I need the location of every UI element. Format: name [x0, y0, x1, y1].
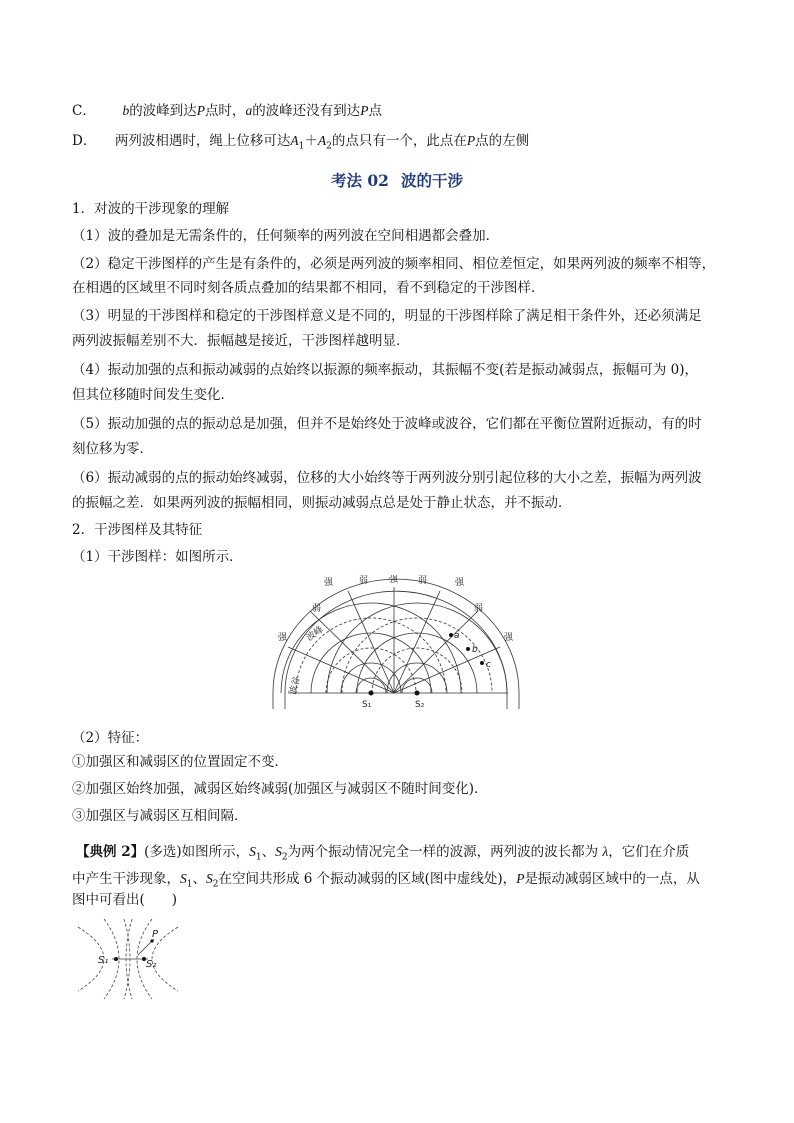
label-weak-right: 弱 [474, 604, 484, 614]
label-strong-right: 强 [504, 633, 514, 643]
example-line-3: 图中可看出( ) [72, 892, 178, 908]
part2-heading: 2．干涉图样及其特征 [72, 522, 203, 538]
pattern-caption: （1）干涉图样：如图所示． [72, 549, 243, 565]
part1-line: （3）明显的干涉图样和稳定的干涉图样意义是不同的，明显的干涉图样除了满足相干条件外，还必须满足 [72, 308, 702, 324]
example-line-1: 【典例 2】(多选)如图所示，$S_1$、$S_2$为两个振动情况完全一样的波源，两列波的波长都为 λ，它们在介质 [76, 844, 690, 863]
part1-line: 两列波振幅差别不大．振幅越是接近，干涉图样越明显． [72, 333, 410, 349]
label-strong: 强 [324, 578, 334, 588]
label-s1: S₁ [362, 700, 372, 710]
example-tag: 【典例 2】 [76, 844, 145, 860]
point-b: b [472, 645, 478, 655]
example-line-2: 中产生干涉现象，$S_1$、$S_2$在空间共形成 6 个振动减弱的区域(图中虚线处)，P是振动减弱区域中的一点，从 [72, 871, 700, 890]
part1-line: （4）振动加强的点和振动减弱的点始终以振源的频率振动，其振幅不变(若是振动减弱点，振幅可为 0)， [72, 362, 699, 378]
label-s1: S₁ [98, 955, 109, 966]
label-strong-left: 强 [278, 633, 288, 643]
label-trough: 波谷 [288, 675, 303, 696]
label-strong: 强 [389, 575, 399, 585]
part1-line: 但其位移随时间发生变化． [72, 387, 234, 403]
source-s2-dot [415, 691, 420, 696]
point-c: c [486, 660, 491, 670]
part1-line: （1）波的叠加是无需条件的，任何频率的两列波在空间相遇都会叠加． [72, 228, 500, 244]
label-weak-left: 弱 [312, 604, 322, 614]
point-a: a [454, 631, 460, 641]
option-d: D． 两列波相遇时，绳上位移可达$A_1+A_2$的点只有一个，此点在P点的左侧 [72, 133, 530, 152]
part1-line: 的振幅之差．如果两列波的振幅相同，则振动减弱点总是处于静止状态，并不振动． [72, 495, 572, 511]
label-p: P [152, 929, 159, 940]
part1-line: （2）稳定干涉图样的产生是有条件的，必须是两列波的频率相同、相位差恒定，如果两列波的频率不相等， [72, 256, 716, 272]
source-s1-dot [369, 691, 374, 696]
label-s2: S₂ [146, 959, 157, 970]
part1-line: 在相遇的区域里不同时刻各质点叠加的结果都不相同，看不到稳定的干涉图样． [72, 280, 545, 296]
section-title: 考法 02 波的干涉 [331, 171, 463, 190]
feature-item: ①加强区和减弱区的位置固定不变． [72, 754, 288, 770]
source-s1-dot [114, 957, 118, 961]
part1-line: （5）振动加强的点的振动总是加强，但并不是始终处于波峰或波谷，它们都在平衡位置附近振动，有的时 [72, 416, 702, 432]
label-strong: 强 [455, 578, 465, 588]
nodal-lines-figure [72, 915, 184, 1003]
features-heading: （2）特征： [72, 730, 149, 746]
option-c: C． b的波峰到达P点时，a的波峰还没有到达P点 [72, 103, 382, 119]
label-weak: 弱 [418, 576, 428, 586]
part1-line: 刻位移为零． [72, 441, 153, 457]
part1-line: （6）振动减弱的点的振动始终减弱，位移的大小始终等于两列波分别引起位移的大小之差，振幅为两列波 [72, 470, 702, 486]
part1-heading: 1．对波的干涉现象的理解 [72, 201, 230, 217]
label-weak: 弱 [359, 576, 369, 586]
label-s2: S₂ [415, 700, 425, 710]
interference-figure [268, 575, 530, 715]
label-crest: 波峰 [304, 624, 326, 644]
feature-item: ③加强区与减弱区互相间隔． [72, 808, 248, 824]
feature-item: ②加强区始终加强，减弱区始终减弱(加强区与减弱区不随时间变化)． [72, 781, 488, 797]
